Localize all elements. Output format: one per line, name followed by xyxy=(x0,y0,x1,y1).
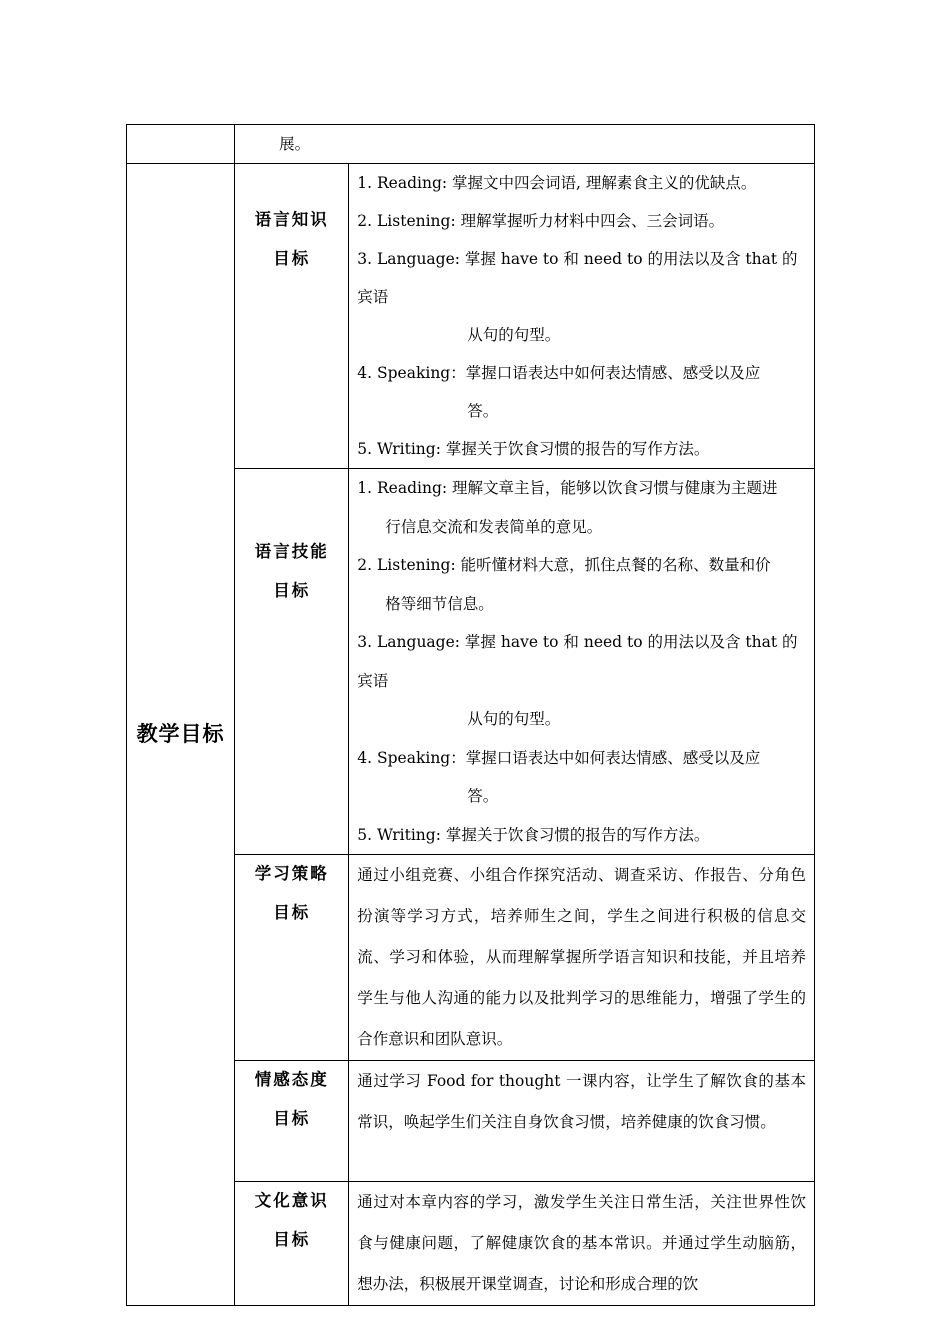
teaching-goals-category: 教学目标 xyxy=(127,164,235,1306)
language-knowledge-content xyxy=(349,164,815,469)
list-item: 5. Writing: 掌握关于饮食习惯的报告的写作方法。 xyxy=(357,825,710,844)
label-line-1: 文化意识 xyxy=(254,1191,329,1210)
list-item: 3. Language: 掌握 have to 和 need to 的用法以及含 that 的宾语 从句的句型。 xyxy=(357,633,798,728)
label-line-2: 目标 xyxy=(273,1229,311,1249)
label-line-1: 情感态度 xyxy=(254,1070,329,1089)
list-item: 4. Speaking：掌握口语表达中如何表达情感、感受以及应 答。 xyxy=(357,748,761,805)
list-item: 4. Speaking：掌握口语表达中如何表达情感、感受以及应 答。 xyxy=(357,364,761,420)
list-item: 1. Reading: 掌握文中四会词语, 理解素食主义的优缺点。 xyxy=(357,174,757,192)
cultural-awareness-label xyxy=(235,1182,349,1306)
list-item: 5. Writing: 掌握关于饮食习惯的报告的写作方法。 xyxy=(357,440,710,458)
list-item: 3. Language: 掌握 have to 和 need to 的用法以及含 that 的宾语 从句的句型。 xyxy=(357,250,798,344)
cultural-awareness-content: 通过对本章内容的学习，激发学生关注日常生活，关注世界性饮食与健康问题，了解健康饮食的基本常识。并通过学生动脑筋，想办法，积极展开课堂调查，讨论和形成合理的饮 xyxy=(349,1182,815,1306)
language-knowledge-row xyxy=(127,164,815,469)
learning-strategy-content: 通过小组竞赛、小组合作探究活动、调查采访、作报告、分角色扮演等学习方式，培养师生之间，学生之间进行积极的信息交流、学习和体验，从而理解掌握所学语言知识和技能，并且培养学生与他人沟通的能力以及批判学习的思维能力，增强了学生的合作意识和团队意识。 xyxy=(349,855,815,1061)
language-knowledge-label xyxy=(235,164,349,469)
language-skills-label xyxy=(235,469,349,855)
label-line-1: 语言知识 xyxy=(254,210,329,229)
continuation-text: 展。 xyxy=(279,135,311,153)
continuation-cell xyxy=(235,125,815,164)
list-item: 2. Listening: 能听懂材料大意，抓住点餐的名称、数量和价 格等细节信息。 xyxy=(357,556,771,613)
label-line-1: 学习策略 xyxy=(254,864,329,883)
list-item: 2. Listening: 理解掌握听力材料中四会、三会词语。 xyxy=(357,212,725,230)
teaching-plan-table xyxy=(126,124,815,1306)
label-line-2: 目标 xyxy=(273,248,311,268)
empty-cell xyxy=(127,125,235,164)
label-line-2: 目标 xyxy=(273,580,311,600)
learning-strategy-label xyxy=(235,855,349,1061)
emotion-attitude-content: 通过学习 Food for thought 一课内容，让学生了解饮食的基本常识，唤起学生们关注自身饮食习惯，培养健康的饮食习惯。 xyxy=(349,1061,815,1182)
emotion-attitude-label xyxy=(235,1061,349,1182)
language-skills-content xyxy=(349,469,815,855)
label-line-1: 语言技能 xyxy=(254,542,329,561)
label-line-2: 目标 xyxy=(273,902,311,922)
continuation-row xyxy=(127,125,815,164)
list-item: 1. Reading: 理解文章主旨，能够以饮食习惯与健康为主题进 行信息交流和发表简单的意见。 xyxy=(357,479,778,536)
label-line-2: 目标 xyxy=(273,1108,311,1128)
